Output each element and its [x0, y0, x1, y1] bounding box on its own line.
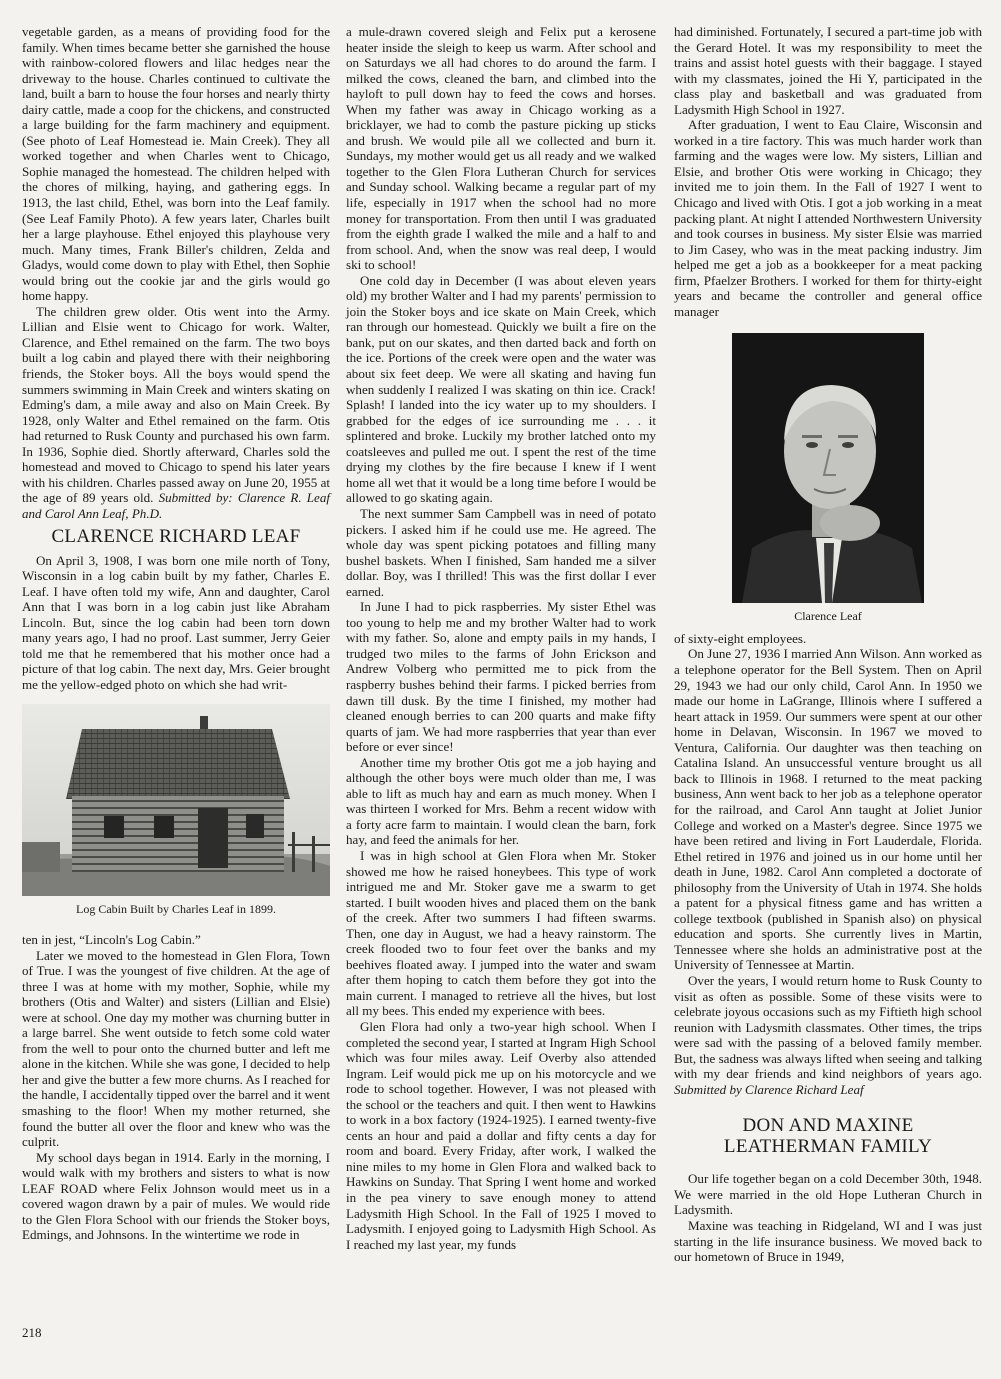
page-number: 218 [22, 1325, 42, 1340]
paragraph: I was in high school at Glen Flora when Mr. Stoker showed me how he raised honeybees. This type of work intrigued me and Mr. Stoker gave me a swarm to get started. I built wooden hives and placed them on the bank of the creek. After two summers I had fifteen swarms. Then, one day in August, we had a heavy rainstorm. The creek flooded two to four feet over the banks and my beehives floated away. I jumped into the water and swam after them hoping to catch them before they got into the main current. I managed to retrieve all the hives, but lost all my bees. This ended my experience with bees. [346, 847, 656, 1019]
paragraph: Over the years, I would return home to Rusk County to visit as often as possible. Some of these visits were to celebrate joyous occasions such as my Fiftieth high school reunion with Ladysmith classmates. Other times, the trips were sad with the passing of a beloved family member. But, the sadness was always lifted when seeing and talking with my dear friends and kind neighbors of years ago. Submitted by Clarence Richard Leaf [674, 972, 982, 1097]
submission-credit: Submitted by Clarence Richard Leaf [674, 1081, 864, 1097]
paragraph: ten in jest, “Lincoln's Log Cabin.” [22, 931, 201, 947]
paragraph: Another time my brother Otis got me a job haying and although the other boys were much older than me, I was able to lift as much hay and earn as much money. When I was thirteen I worked for Mrs. Behm a recent widow with a forty acre farm to maintain. I would clean the barn, fork hay, and feed the animals for her. [346, 754, 656, 848]
paragraph: Glen Flora had only a two-year high school. When I completed the second year, I started at Ingram High School which was four miles away. Leif Overby also attended Ingram. Leif would pick me up on his motorcycle and we rode to school together. However, I was not pleased with the school or the teachers and quit. I then went to Hawkins to work in a box factory (1924-1925). I earned twenty-five cents an hour and paid a dollar and fifty cents a day for room and board. Every Friday, after work, I walked the nine miles to my home in Glen Flora and walked back to Hawkins on Sunday. That Spring I went home and worked in the pea vinery to save enough money to attend Ladysmith High School. In the Fall of 1925 I moved to Ladysmith. I enjoyed going to Ladysmith High School. As I reached my last year, my funds [346, 1019, 656, 1252]
heading-line: DON AND MAXINE [742, 1115, 914, 1137]
column-left [22, 24, 330, 1243]
section-heading-leatherman-family [674, 1115, 982, 1157]
column-right [674, 24, 982, 1265]
log-cabin-caption: Log Cabin Built by Charles Leaf in 1899. [76, 902, 276, 917]
submission-credit: Submitted by: Clarence R. Leaf and Carol Ann Leaf, Ph.D. [22, 490, 330, 521]
log-cabin-photo [22, 704, 330, 896]
clarence-leaf-portrait [732, 333, 924, 603]
paragraph: had diminished. Fortunately, I secured a part-time job with the Gerard Hotel. It was my responsibility to meet the trains and assist hotel guests with their baggage. I stayed with my classmates, joined the Hi Y, participated in the class play and basketball and was graduated from Ladysmith High School in 1927. [674, 24, 982, 117]
paragraph: vegetable garden, as a means of providing food for the family. When times became better she garnished the house with rainbow-colored flowers and lilac hedges near the driveway to the house. Charles continued to cultivate the land, built a barn to house the four horses and nearly thirty dairy cattle, made a coop for the chickens, and constructed a large building for the farm machinery and equipment. (See photo of Leaf Homestead ie. Main Creek). They all worked together and when Charles went to Chicago, Sophie managed the homestead. The children helped with the chores of milking, haying, and gathering eggs. In 1913, the last child, Ethel, was born into the Leaf family. (See Leaf Family Photo). A few years later, Charles built her a large playhouse. Ethel enjoyed this playhouse very much. Many times, Frank Biller's children, Zelda and Gladys, would come down to play with Ethel, then Sophie would bring out the cookie jar and the girls would go home happy. [22, 24, 330, 304]
portrait-photo [732, 333, 924, 603]
paragraph: One cold day in December (I was about eleven years old) my brother Walter and I had my parents' permission to join the Stoker boys and ice skate on Main Creek, which ran through our homestead. Quickly we built a fire on the bank, put on our skates, and then darted back and forth on the ice. Portions of the creek were open and the water was about six feet deep. We were all skating and having fun when suddenly I realized I was skating on thin ice. Crack! Splash! I landed into the icy water up to my shoulders. I grabbed for the edges of ice surrounding me . . . it splintered and broke. Luckily my brother latched onto my coatsleeves and pulled me out. I spent the rest of the time drying my clothes by the fire because I knew if I went home all wet that it would be a long time before I would be allowed to go skating again. [346, 272, 656, 506]
paragraph: of sixty-eight employees. [674, 630, 807, 646]
paragraph: In June I had to pick raspberries. My sister Ethel was too young to help me and my brother Walter had to work with my father. So, alone and empty pails in my hands, I trudged two miles to the farms of John Erickson and Andrew Volberg who permitted me to pick from the raspberry bushes behind their farms. I picked berries from dawn till dusk. By the time I finished, my mother had cleaned enough berries to can 200 quarts and make fifty quarts of jam. We had more raspberries that year than ever before or ever since! [346, 599, 656, 755]
portrait-caption: Clarence Leaf [794, 609, 862, 624]
paragraph: On April 3, 1908, I was born one mile north of Tony, Wisconsin in a log cabin built by my father, Charles E. Leaf. I have often told my wife, Ann and daughter, Carol Ann that I was born in a log cabin just like Abraham Lincoln. But, since the log cabin had been torn down many years ago, I had no proof. Last summer, Jerry Geier told me that he remembered that his mother once had a picture of that log cabin. The next day, Mrs. Geier brought me the yellow-edged photo on which she had writ- [22, 552, 330, 692]
paragraph: Our life together began on a cold December 30th, 1948. We were married in the old Hope Lutheran Church in Ladysmith. [674, 1171, 982, 1218]
paragraph: After graduation, I went to Eau Claire, Wisconsin and worked in a tire factory. This was much harder work than farming and the wages were low. My sisters, Lillian and Elsie, and brother Otis were working in Chicago; they invited me to join them. In the Fall of 1927 I went to Chicago and lived with Otis. I got a job working in a meat packing plant. At night I attended Northwestern University and took courses in business. My sister Elsie was married to Jim Casey, who was in the meat packing industry. Jim helped me get a job as a bookkeeper for a meat packing firm, Pfaelzer Brothers. I worked for them for thirty-eight years and became the controller and general office manager [674, 117, 982, 319]
section-heading-clarence-richard-leaf: CLARENCE RICHARD LEAF [51, 525, 301, 547]
paragraph: On June 27, 1936 I married Ann Wilson. Ann worked as a telephone operator for the Bell System. Then on April 29, 1943 we had our only child, Carol Ann. In 1950 we made our home in LaGrange, Illinois where I suffered a heart attack in 1959. Our summers were spent at our other home in Delavan, Wisconsin. In 1967 we moved to Ventura, California. Our daughter was then teaching on Catalina Island. An unsuccessful venture brought us all back to Illinois in 1968. I returned to the meat packing business, Ann went back to her job as a telephone operator for the railroad, and Carol Ann taught at Joliet Junior College and worked on a Master's degree. Since 1975 we have been retired and living in Fort Lauderdale, Florida. Ethel retired in 1976 and joined us in our home until her death in June, 1982. Carol Ann completed a doctorate of philosophy from the University of Utah in 1974. She holds a patent for a physical fitness game and has written a college textbook (published in Spanish also) on physical education and sports. She currently lives in Martin, Tennessee where she holds an administrative post at the University of Tennessee at Martin. [674, 646, 982, 973]
heading-line: LEATHERMAN FAMILY [723, 1136, 933, 1158]
paragraph: a mule-drawn covered sleigh and Felix put a kerosene heater inside the sleigh to keep us warm. After school and on Saturdays we all had chores to do around the farm. I milked the cows, cleaned the barn, and climbed into the hayloft to pull down hay to feed the cows and horses. When my father was away in Chicago working as a bricklayer, we had to comb the pasture picking up sticks and brush. We would pile all we collected and burn it. Sundays, my mother would get us all ready and we walked together to the Glen Flora Lutheran Church for services and Sunday school. Walking became a regular part of my life, especially in 1917 when the school had no more money for transportation. From then until I was graduated from the eighth grade I walked the mile and a half to and from school. And, when the snow was real deep, I would ski to school! [346, 24, 656, 273]
column-middle [346, 24, 656, 1252]
log-cabin-image [22, 704, 330, 896]
paragraph: The next summer Sam Campbell was in need of potato pickers. I asked him if he could use me. He agreed. The whole day was spent picking potatoes and filling many bushel baskets. When I finished, Sam handed me a silver dollar. Boy, was I thrilled! This was the first dollar I ever earned. [346, 505, 656, 599]
paragraph: Maxine was teaching in Ridgeland, WI and I was just starting in the life insurance business. We moved back to our hometown of Bruce in 1949, [674, 1217, 982, 1265]
paragraph: Later we moved to the homestead in Glen Flora, Town of True. I was the youngest of five children. At the age of three I was at home with my mother, Sophie, while my brothers (Otis and Walter) and sisters (Lillian and Elsie) were at school. One day my mother was churning butter in a large barrel. She went outside to fetch some cold water from the well to pour onto the churned butter and left me alone in the kitchen. While she was gone, I decided to help her and give the butter a few more churns. As I reached for the handle, I accidentally tipped over the barrel and it went smashing to the floor! When my mother returned, she found the butter all over the floor and knew who was the culprit. [22, 947, 330, 1150]
paragraph: The children grew older. Otis went into the Army. Lillian and Elsie went to Chicago for work. Walter, Clarence, and Ethel remained on the farm. The two boys built a log cabin and played there with their neighboring friends, the Stoker boys. All the boys would spend the summers swimming in Main Creek and winters skating on Edming's dam, a mile away and also on Main Creek. By 1928, only Walter and Ethel remained on the farm. Otis had returned to Rusk County and purchased his own farm. In 1936, Sophie died. Shortly afterward, Charles sold the homestead and moved to Chicago to spend his later years with his children. Charles passed away on June 20, 1955 at the age of 89 years old. Submitted by: Clarence R. Leaf and Carol Ann Leaf, Ph.D. [22, 303, 330, 521]
paragraph: My school days began in 1914. Early in the morning, I would walk with my brothers and sisters to what is now LEAF ROAD where Felix Johnson would meet us in a covered wagon drawn by a pair of mules. We would ride to the Glen Flora School with our friends the Stoker boys, Edmings, and Johnsons. In the wintertime we rode in [22, 1149, 330, 1243]
